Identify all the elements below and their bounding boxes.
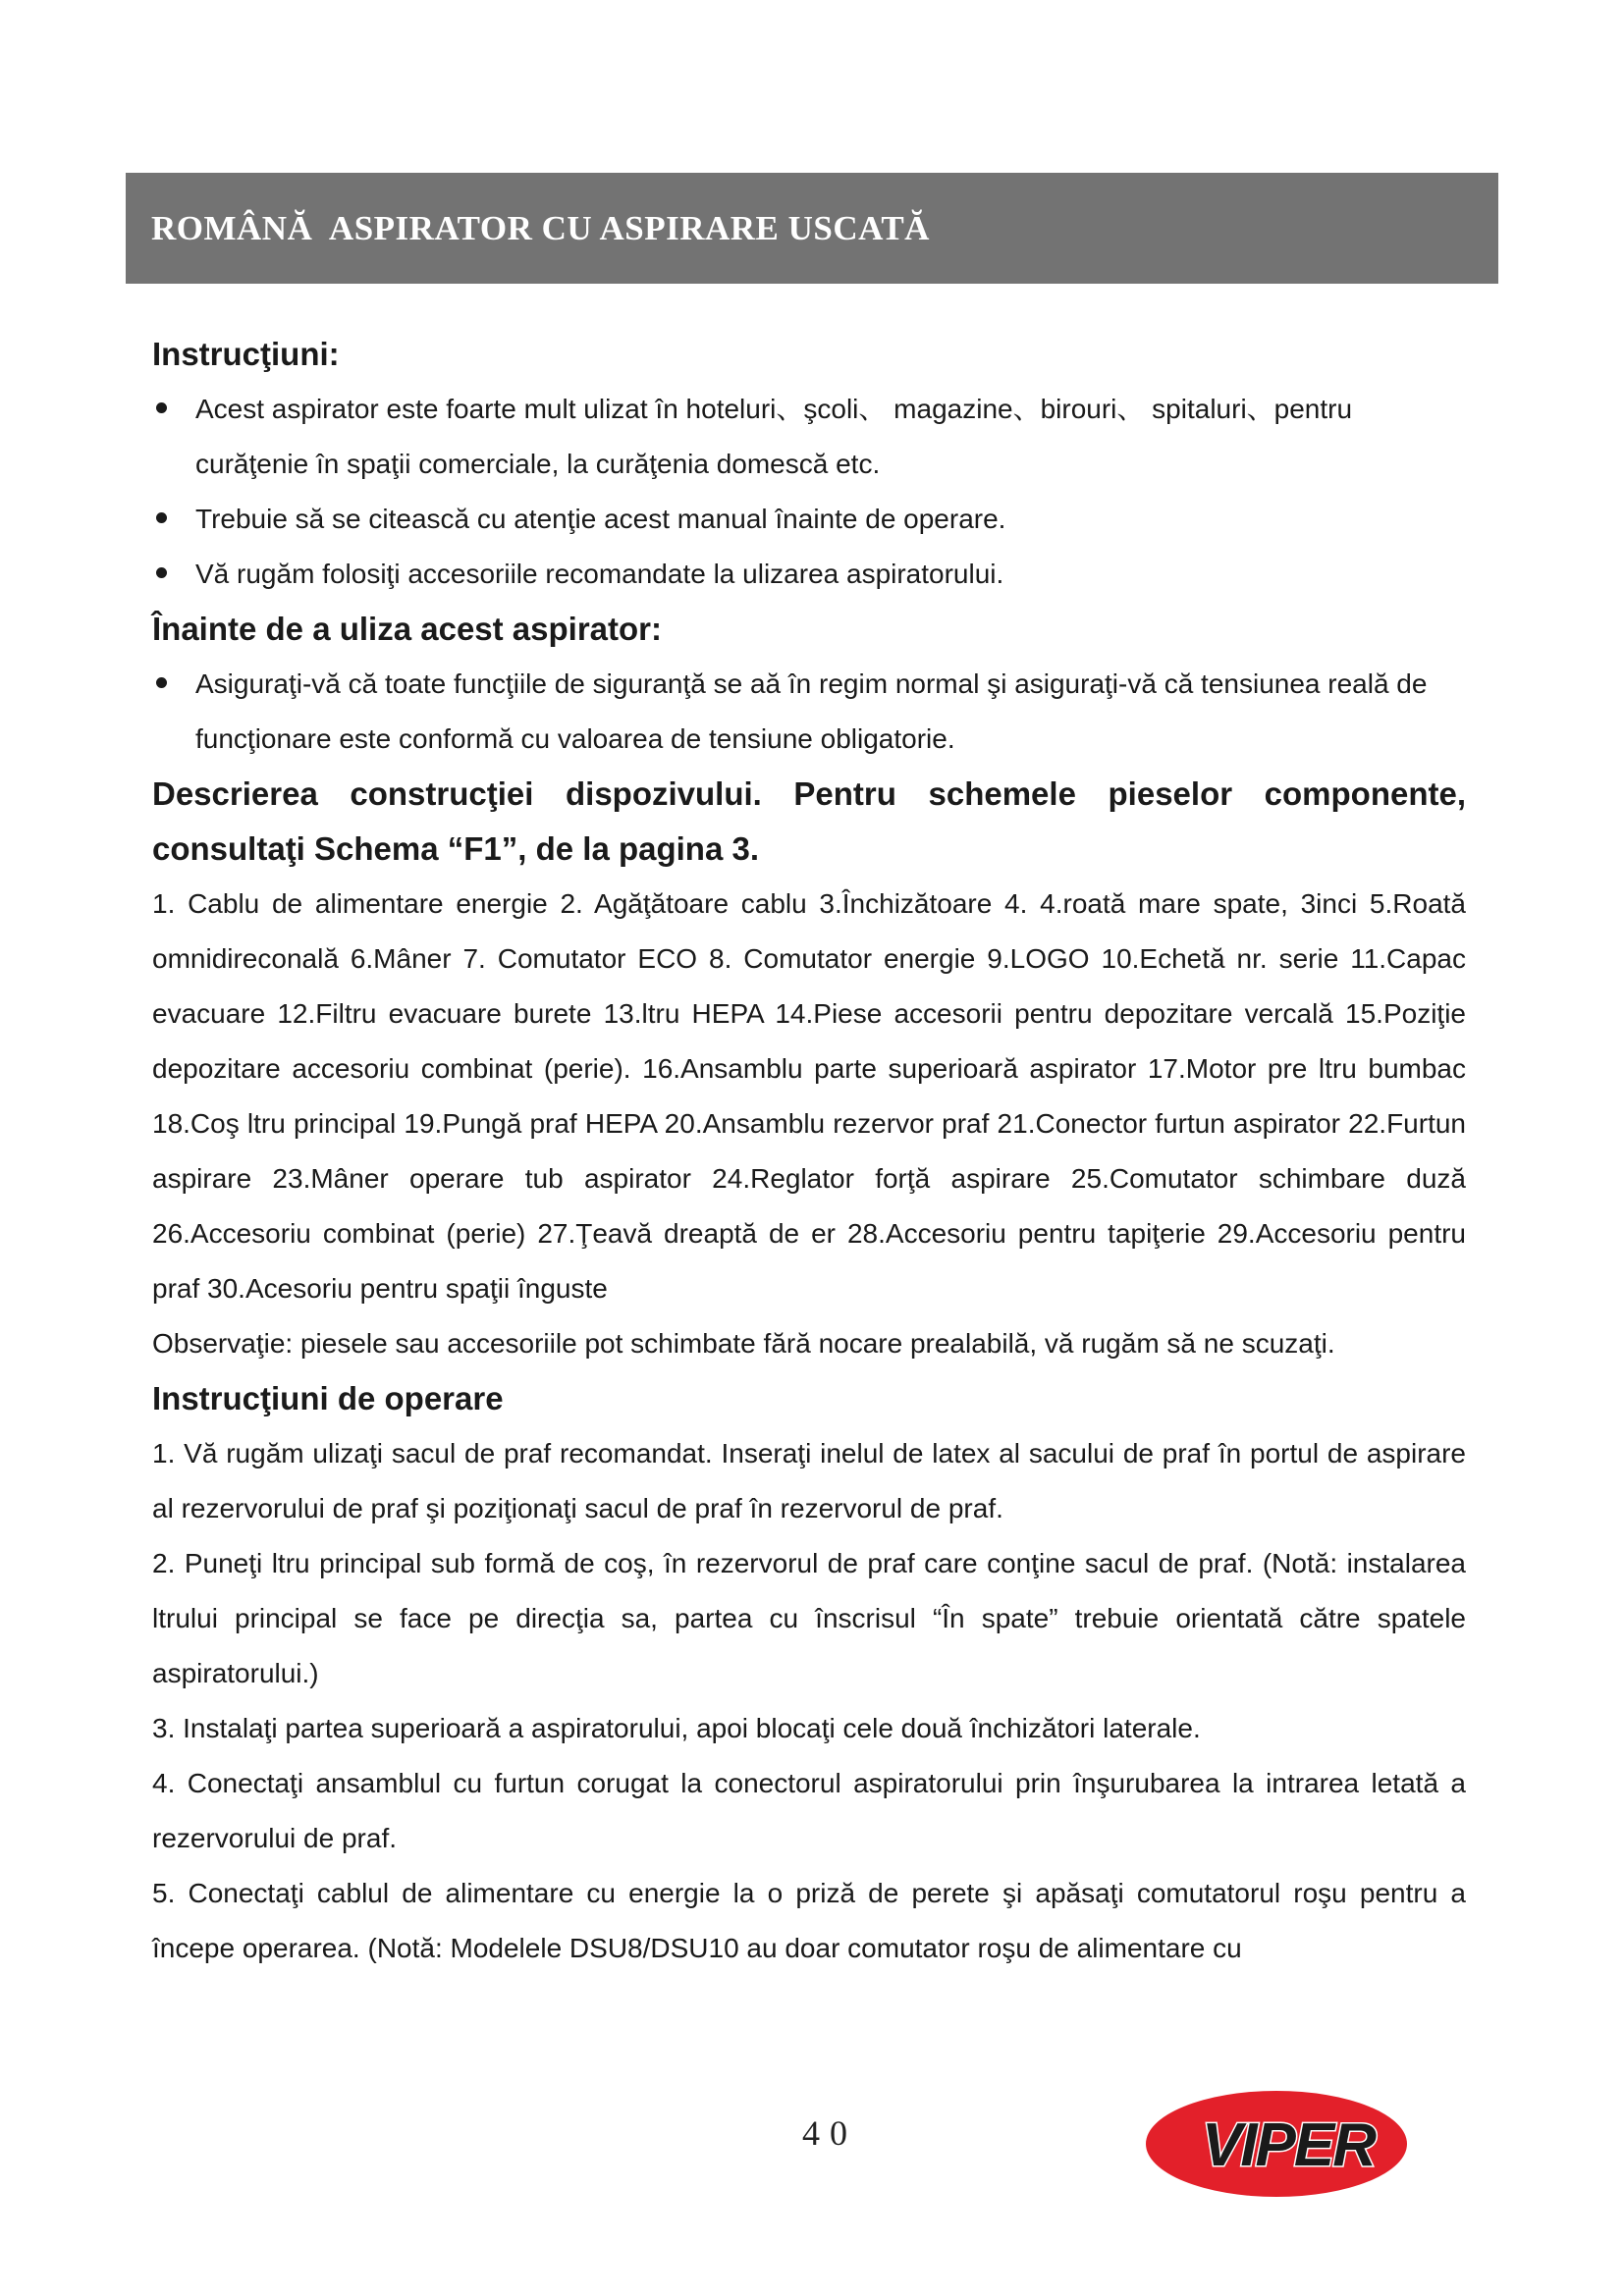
operation-step: 5. Conectaţi cablul de alimentare cu energie la o priză de perete şi apăsaţi comutatorul roşu pentru a începe operarea. (Notă: Modelele DSU8/DSU10 au doar comutator roşu de alimentare cu	[152, 1878, 1466, 1963]
page-number: 40	[802, 2113, 857, 2153]
viper-logo	[1144, 2089, 1409, 2199]
note-paragraph: Observaţie: piesele sau accesoriile pot schimbate fără nocare prealabilă, vă rugăm să ne scuzaţi.	[152, 1328, 1335, 1359]
operation-step: 3. Instalaţi partea superioară a aspiratorului, apoi blocaţi cele două închizători laterale.	[152, 1713, 1201, 1743]
list-item	[152, 657, 1466, 767]
bullet-icon	[156, 567, 167, 578]
before-use-list	[152, 657, 1466, 767]
list-item	[152, 547, 1466, 602]
list-item	[152, 492, 1466, 547]
list-item-text: Vă rugăm folosiţi accesoriile recomandate la ulizarea aspiratorului.	[195, 559, 1004, 589]
document-body	[152, 327, 1466, 1976]
bullet-icon	[156, 677, 167, 688]
heading-instructions: Instrucţiuni:	[152, 336, 340, 372]
list-item-text: Acest aspirator este foarte mult ulizat în hoteluri、şcoli、 magazine、birouri、 spitaluri、pentru curăţenie în spaţii comerciale, la curăţenia domescă etc.	[195, 394, 1353, 479]
banner-title: ROMÂNĂ ASPIRATOR CU ASPIRARE USCATĂ	[151, 208, 930, 247]
bullet-icon	[156, 512, 167, 523]
logo-text: VIPER	[1201, 2111, 1376, 2179]
heading-description: Descrierea construcţiei dispozivului. Pentru schemele pieselor componente, consultaţi Schema “F1”, de la pagina 3.	[152, 775, 1466, 867]
instructions-list	[152, 382, 1466, 602]
section-banner	[126, 173, 1498, 284]
list-item	[152, 382, 1466, 492]
operation-step: 2. Puneţi ltru principal sub formă de coş, în rezervorul de praf care conţine sacul de praf. (Notă: instalarea ltrului principal se face pe direcţia sa, partea cu înscrisul “În spate” trebuie orientată către spatele aspiratorului.)	[152, 1548, 1466, 1688]
parts-list-paragraph: 1. Cablu de alimentare energie 2. Agăţătoare cablu 3.Închizătoare 4. 4.roată mare spate, 3inci 5.Roată omnidireconală 6.Mâner 7. Comutator ECO 8. Comutator energie 9.LOGO 10.Echetă nr. serie 11.Capac evacuare 12.Filtru evacuare burete 13.ltru HEPA 14.Piese accesorii pentru depozitare vercală 15.Poziţie depozitare accesoriu combinat (perie). 16.Ansamblu parte superioară aspirator 17.Motor pre ltru bumbac 18.Coş ltru principal 19.Pungă praf HEPA 20.Ansamblu rezervor praf 21.Conector furtun aspirator 22.Furtun aspirare 23.Mâner operare tub aspirator 24.Reglator forţă aspirare 25.Comutator schimbare duză 26.Accesoriu combinat (perie) 27.Ţeavă dreaptă de er 28.Accesoriu pentru tapiţerie 29.Accesoriu pentru praf 30.Acesoriu pentru spaţii înguste	[152, 888, 1466, 1304]
operation-step: 4. Conectaţi ansamblul cu furtun corugat la conectorul aspiratorului prin înşurubarea la intrarea letată a rezervorului de praf.	[152, 1768, 1466, 1853]
heading-before-use: Înainte de a uliza acest aspirator:	[152, 611, 663, 647]
heading-operation: Instrucţiuni de operare	[152, 1380, 504, 1416]
list-item-text: Asiguraţi-vă că toate funcţiile de siguranţă se aă în regim normal şi asiguraţi-vă că tensiunea reală de funcţionare este conformă cu valoarea de tensiune obligatorie.	[195, 668, 1428, 754]
operation-step: 1. Vă rugăm ulizaţi sacul de praf recomandat. Inseraţi inelul de latex al sacului de praf în portul de aspirare al rezervorului de praf şi poziţionaţi sacul de praf în rezervorul de praf.	[152, 1438, 1466, 1523]
bullet-icon	[156, 402, 167, 413]
list-item-text: Trebuie să se citească cu atenţie acest manual înainte de operare.	[195, 504, 1006, 534]
